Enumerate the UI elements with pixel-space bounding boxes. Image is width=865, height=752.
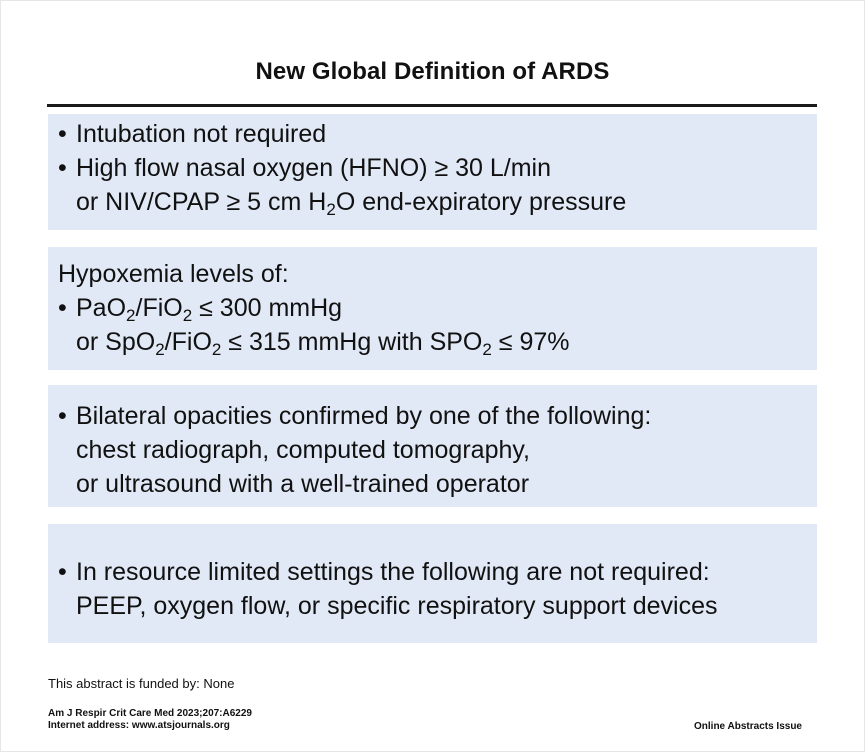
criteria-text: ≤ 97% <box>491 328 570 356</box>
criteria-line <box>58 555 817 589</box>
subscript: 2 <box>326 200 336 219</box>
criteria-continuation: or ultrasound with a well-trained operator <box>76 470 530 498</box>
criteria-text: Intubation not required <box>76 120 327 148</box>
criteria-continuation: PEEP, oxygen flow, or specific respiratory support devices <box>76 592 718 620</box>
criteria-box-resource <box>48 524 817 643</box>
bullet-icon: • <box>58 402 67 430</box>
criteria-text: ≤ 315 mmHg with SPO <box>221 328 483 356</box>
criteria-box-intubation <box>48 114 817 230</box>
criteria-line <box>58 291 817 325</box>
criteria-line <box>58 399 817 433</box>
citation <box>48 708 252 732</box>
citation-journal: Am J Respir Crit Care Med 2023;207:A6229 <box>48 708 252 719</box>
criteria-text: High flow nasal oxygen (HFNO) ≥ 30 L/min <box>76 154 552 182</box>
criteria-text: PaO <box>76 294 127 322</box>
criteria-text: In resource limited settings the following are not required: <box>76 558 710 586</box>
criteria-line <box>58 151 817 185</box>
criteria-heading: Hypoxemia levels of: <box>58 260 289 288</box>
criteria-continuation <box>58 325 817 359</box>
subscript: 2 <box>126 306 136 325</box>
subscript: 2 <box>482 340 492 359</box>
criteria-text: /FiO <box>135 294 183 322</box>
bullet-icon: • <box>58 558 67 586</box>
bullet-icon: • <box>58 154 67 182</box>
title-divider <box>47 104 817 107</box>
criteria-text: or NIV/CPAP ≥ 5 cm H <box>76 188 327 216</box>
slide-title: New Global Definition of ARDS <box>255 58 610 85</box>
criteria-text: or SpO <box>76 328 156 356</box>
criteria-text: O end-expiratory pressure <box>335 188 627 216</box>
criteria-text: /FiO <box>164 328 212 356</box>
funding-note: This abstract is funded by: None <box>48 676 235 691</box>
criteria-continuation <box>58 185 817 219</box>
criteria-text: ≤ 300 mmHg <box>192 294 343 322</box>
subscript: 2 <box>182 306 193 325</box>
bullet-icon: • <box>58 294 67 322</box>
subscript: 2 <box>155 340 165 359</box>
citation-url: Internet address: www.atsjournals.org <box>48 720 230 731</box>
criteria-text: Bilateral opacities confirmed by one of the following: <box>76 402 652 430</box>
criteria-continuation: chest radiograph, computed tomography, <box>76 436 530 464</box>
criteria-box-hypoxemia <box>48 247 817 370</box>
issue-label: Online Abstracts Issue <box>694 721 802 732</box>
criteria-line <box>58 117 817 151</box>
bullet-icon: • <box>58 120 67 148</box>
subscript: 2 <box>211 340 222 359</box>
criteria-box-opacities <box>48 385 817 507</box>
